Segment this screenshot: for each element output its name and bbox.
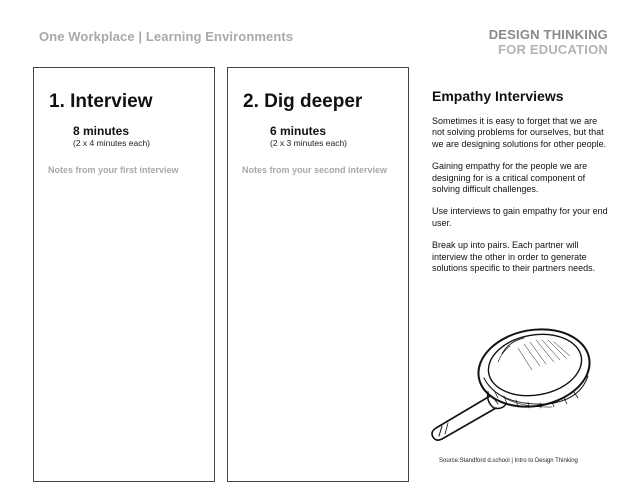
source-citation: Source:Standford d.school | Intro to Design Thinking (439, 458, 578, 464)
panel-paragraph: Use interviews to gain empathy for your end user. (432, 206, 608, 228)
header-left-title: One Workplace | Learning Environments (39, 29, 294, 44)
header-right-line2: FOR EDUCATION (498, 42, 608, 57)
card-duration: 8 minutes (73, 124, 130, 138)
header-right-title (489, 27, 608, 57)
card-notes-label: Notes from your second interview (242, 165, 388, 175)
card-title: 1. Interview (49, 91, 153, 112)
magnifying-glass-icon (428, 318, 598, 448)
card-duration: 6 minutes (270, 124, 327, 138)
panel-paragraph: Break up into pairs. Each partner will interview the other in order to generate solutions specific to their partners needs. (432, 240, 596, 274)
card-title: 2. Dig deeper (243, 91, 363, 112)
empathy-interviews-panel (432, 88, 612, 285)
card-notes-label: Notes from your first interview (48, 165, 179, 175)
panel-paragraph: Gaining empathy for the people we are designing for is a critical component of solving difficult challenges. (432, 161, 588, 195)
panel-paragraph: Sometimes it is easy to forget that we are not solving problems for ourselves, but that we are designing solutions for other people. (432, 116, 607, 149)
interview-notes-card[interactable] (33, 67, 215, 482)
header-right-line1: DESIGN THINKING (488, 27, 608, 42)
dig-deeper-notes-card[interactable] (227, 67, 409, 482)
panel-title: Empathy Interviews (432, 88, 564, 104)
card-duration-detail: (2 x 3 minutes each) (270, 138, 348, 148)
card-duration-detail: (2 x 4 minutes each) (73, 138, 151, 148)
